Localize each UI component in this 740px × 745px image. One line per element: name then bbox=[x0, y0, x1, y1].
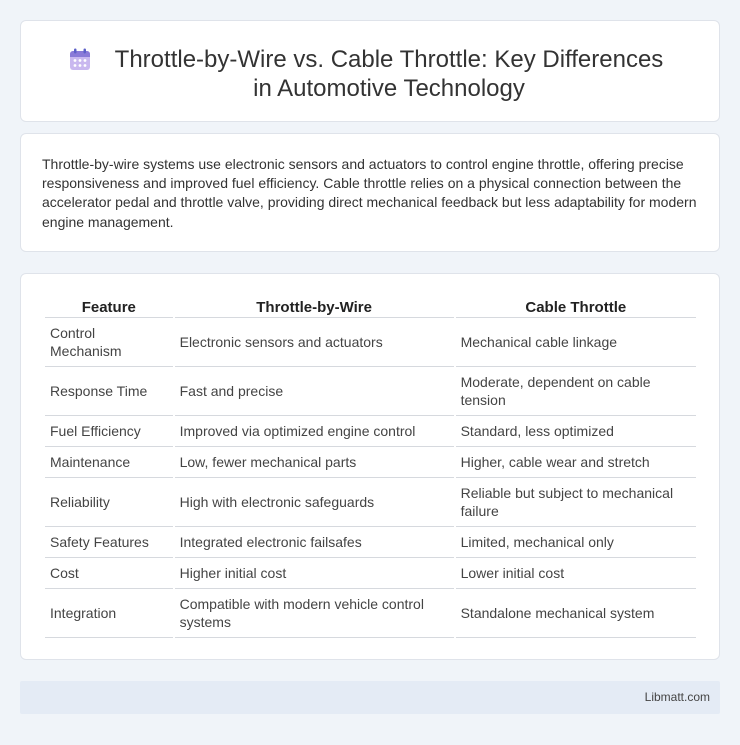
row-feature: Control Mechanism bbox=[45, 318, 173, 367]
row-cable-throttle: Mechanical cable linkage bbox=[456, 318, 696, 367]
row-cable-throttle: Higher, cable wear and stretch bbox=[456, 447, 696, 478]
page-title-text: Throttle-by-Wire vs. Cable Throttle: Key Differences in Automotive Technology bbox=[114, 46, 664, 102]
row-feature: Reliability bbox=[45, 478, 173, 527]
row-throttle-by-wire: Fast and precise bbox=[175, 367, 454, 416]
table-header-row bbox=[45, 296, 696, 318]
intro-card bbox=[20, 133, 720, 252]
row-feature: Safety Features bbox=[45, 527, 173, 558]
row-throttle-by-wire: Low, fewer mechanical parts bbox=[175, 447, 454, 478]
row-feature: Integration bbox=[45, 589, 173, 638]
header-card bbox=[20, 20, 720, 122]
header-feature: Feature bbox=[45, 296, 173, 318]
comparison-card bbox=[20, 273, 720, 660]
row-throttle-by-wire: Electronic sensors and actuators bbox=[175, 318, 454, 367]
row-feature: Cost bbox=[45, 558, 173, 589]
row-throttle-by-wire: Higher initial cost bbox=[175, 558, 454, 589]
row-cable-throttle: Moderate, dependent on cable tension bbox=[456, 367, 696, 416]
table-row bbox=[45, 447, 696, 478]
table-row bbox=[45, 367, 696, 416]
row-cable-throttle: Standalone mechanical system bbox=[456, 589, 696, 638]
table-row bbox=[45, 527, 696, 558]
intro-paragraph: Throttle-by-wire systems use electronic sensors and actuators to control engine throttle, offering precise responsiveness and improved fuel efficiency. Cable throttle relies on a physical connection between the accelerator pedal and throttle valve, providing direct mechanical feedback but less adaptability for modern engine management. bbox=[42, 156, 697, 230]
row-throttle-by-wire: Improved via optimized engine control bbox=[175, 416, 454, 447]
table-row bbox=[45, 478, 696, 527]
table-row bbox=[45, 318, 696, 367]
table-row bbox=[45, 589, 696, 638]
row-cable-throttle: Reliable but subject to mechanical failure bbox=[456, 478, 696, 527]
header-cable-throttle: Cable Throttle bbox=[456, 296, 696, 318]
row-cable-throttle: Standard, less optimized bbox=[456, 416, 696, 447]
row-feature: Maintenance bbox=[45, 447, 173, 478]
row-throttle-by-wire: Integrated electronic failsafes bbox=[175, 527, 454, 558]
row-throttle-by-wire: Compatible with modern vehicle control systems bbox=[175, 589, 454, 638]
row-cable-throttle: Lower initial cost bbox=[456, 558, 696, 589]
row-feature: Fuel Efficiency bbox=[45, 416, 173, 447]
table-row bbox=[45, 558, 696, 589]
header-throttle-by-wire: Throttle-by-Wire bbox=[175, 296, 454, 318]
row-feature: Response Time bbox=[45, 367, 173, 416]
table-row bbox=[45, 416, 696, 447]
footer-bar bbox=[20, 681, 720, 714]
row-cable-throttle: Limited, mechanical only bbox=[456, 527, 696, 558]
row-throttle-by-wire: High with electronic safeguards bbox=[175, 478, 454, 527]
footer-brand: Libmatt.com bbox=[644, 690, 710, 704]
comparison-table bbox=[43, 296, 698, 638]
page-title bbox=[21, 45, 719, 103]
